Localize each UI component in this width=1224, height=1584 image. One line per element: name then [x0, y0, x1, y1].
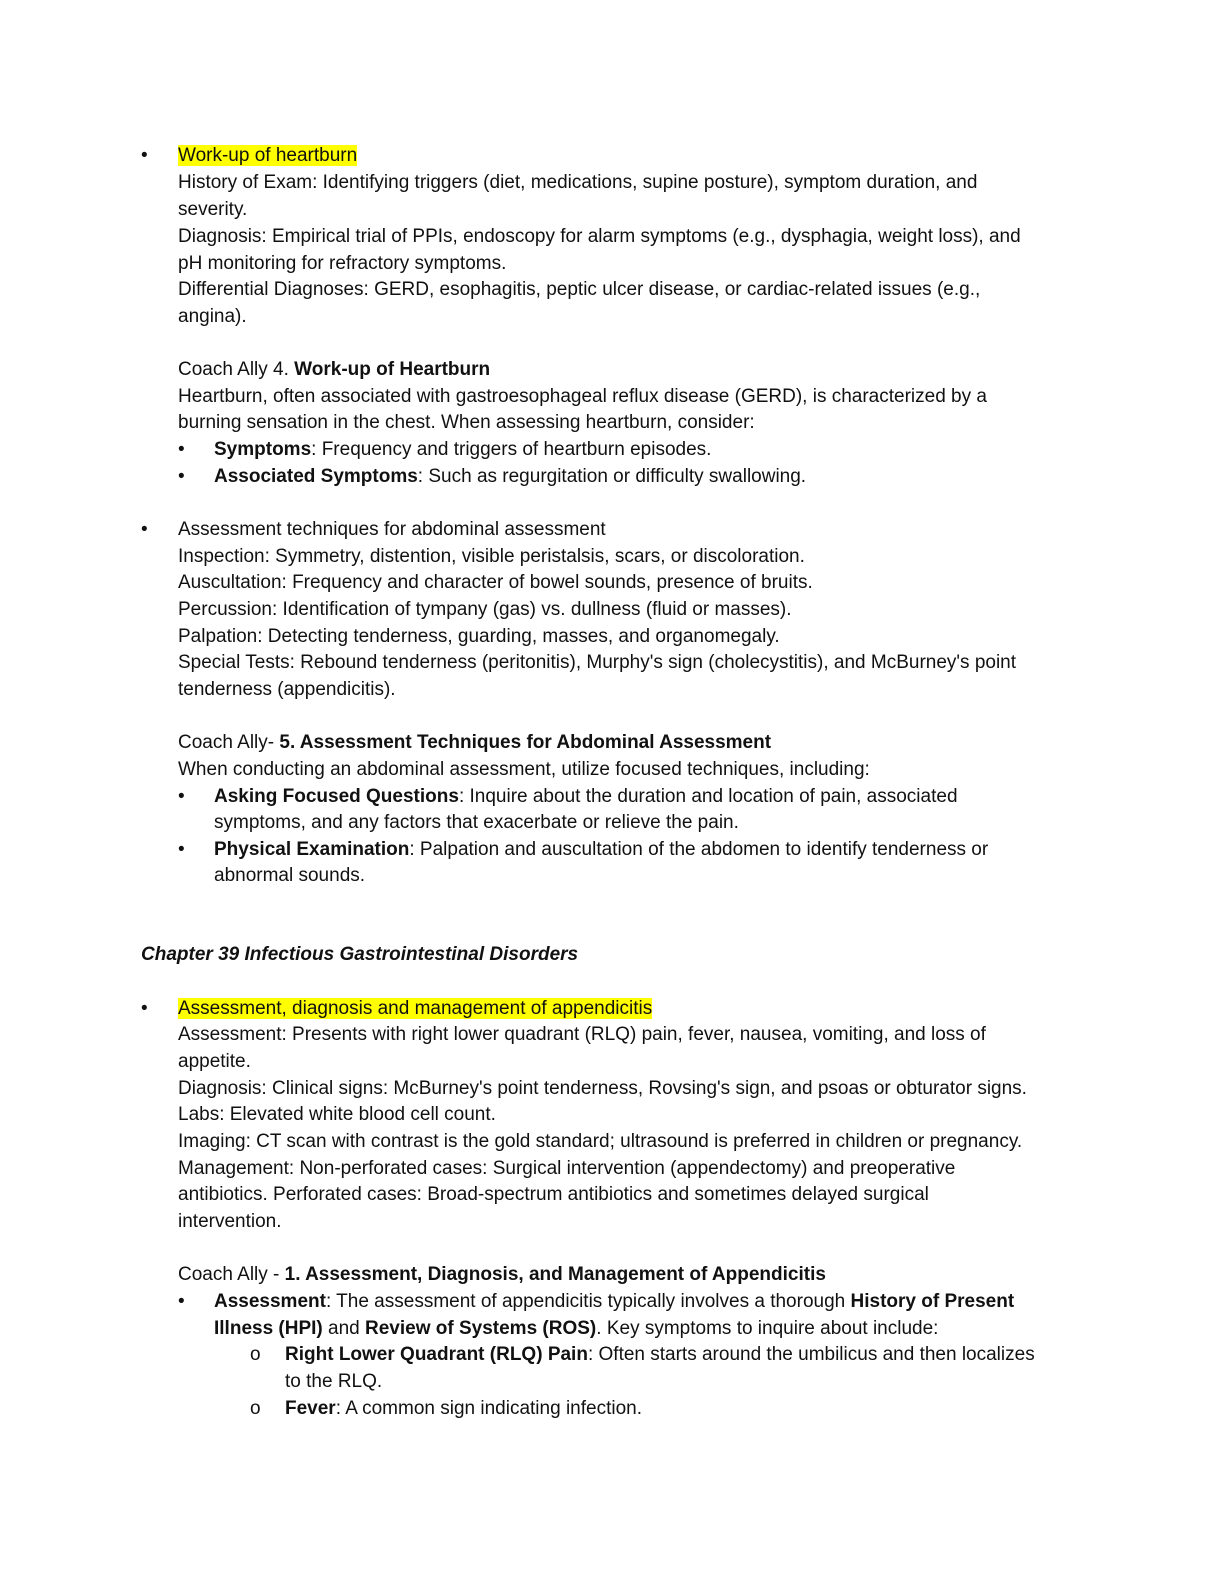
abdominal-palpation: Palpation: Detecting tenderness, guarding, masses, and organomegaly. — [178, 626, 780, 647]
bullet-marker: • — [141, 998, 148, 1019]
abdominal-special-tests-cont: tenderness (appendicitis). — [178, 679, 396, 700]
abdominal-heading: Assessment techniques for abdominal assessment — [178, 519, 606, 540]
coach-prefix: Coach Ally- — [178, 732, 280, 753]
bullet-marker: • — [141, 519, 148, 540]
item-term: Physical Examination — [214, 839, 410, 860]
list-item — [214, 463, 806, 490]
appendicitis-diagnosis: Diagnosis: Clinical signs: McBurney's point tenderness, Rovsing's sign, and psoas or obturator signs. — [178, 1078, 1027, 1099]
heartburn-differential-cont: angina). — [178, 306, 247, 327]
sub-bullet-marker: o — [250, 1344, 261, 1365]
item-text: : Often starts around the umbilicus and then localizes — [587, 1344, 1035, 1365]
heartburn-coach-heading — [178, 356, 490, 383]
appendicitis-labs: Labs: Elevated white blood cell count. — [178, 1104, 496, 1125]
chapter-title — [141, 941, 578, 968]
appendicitis-imaging: Imaging: CT scan with contrast is the gold standard; ultrasound is preferred in children or pregnancy. — [178, 1131, 1023, 1152]
appendicitis-assessment-cont: appetite. — [178, 1051, 251, 1072]
heartburn-coach-paragraph-cont: burning sensation in the chest. When assessing heartburn, consider: — [178, 412, 755, 433]
item-bold: Review of Systems (ROS) — [365, 1318, 597, 1339]
list-item — [214, 783, 958, 810]
appendicitis-coach-heading — [178, 1261, 826, 1288]
highlighted-heading: Work-up of heartburn — [178, 145, 358, 166]
heartburn-coach-paragraph: Heartburn, often associated with gastroesophageal reflux disease (GERD), is characterized by a — [178, 386, 987, 407]
heartburn-differential: Differential Diagnoses: GERD, esophagitis, peptic ulcer disease, or cardiac-related issues (e.g., — [178, 279, 981, 300]
list-item-cont: symptoms, and any factors that exacerbate or relieve the pain. — [214, 812, 739, 833]
item-text: and — [322, 1318, 366, 1339]
bullet-marker: • — [178, 786, 185, 807]
item-text: . Key symptoms to inquire about include: — [596, 1318, 939, 1339]
item-term: Associated Symptoms — [214, 466, 418, 487]
abdominal-coach-heading — [178, 729, 771, 756]
item-text: : A common sign indicating infection. — [335, 1398, 642, 1419]
coach-prefix: Coach Ally - — [178, 1264, 285, 1285]
bullet-marker: • — [178, 839, 185, 860]
abdominal-coach-intro: When conducting an abdominal assessment, utilize focused techniques, including: — [178, 759, 870, 780]
appendicitis-management-cont: antibiotics. Perforated cases: Broad-spectrum antibiotics and sometimes delayed surgical — [178, 1184, 929, 1205]
item-term: Fever — [285, 1398, 336, 1419]
abdominal-inspection: Inspection: Symmetry, distention, visible peristalsis, scars, or discoloration. — [178, 546, 805, 567]
item-text: : Frequency and triggers of heartburn episodes. — [311, 439, 712, 460]
list-item-cont: abnormal sounds. — [214, 865, 366, 886]
heartburn-heading — [178, 142, 357, 169]
appendicitis-heading — [178, 995, 652, 1022]
item-term: Assessment — [214, 1291, 326, 1312]
item-text: : Palpation and auscultation of the abdomen to identify tenderness or — [409, 839, 989, 860]
bullet-marker: • — [141, 145, 148, 166]
item-bold: Illness (HPI) — [214, 1318, 323, 1339]
appendicitis-assessment: Assessment: Presents with right lower quadrant (RLQ) pain, fever, nausea, vomiting, and loss of — [178, 1024, 986, 1045]
bullet-marker: • — [178, 466, 185, 487]
appendicitis-management: Management: Non-perforated cases: Surgical intervention (appendectomy) and preoperative — [178, 1158, 956, 1179]
item-term: Right Lower Quadrant (RLQ) Pain — [285, 1344, 588, 1365]
sub-bullet-marker: o — [250, 1398, 261, 1419]
coach-prefix: Coach Ally 4. — [178, 359, 295, 380]
abdominal-special-tests: Special Tests: Rebound tenderness (peritonitis), Murphy's sign (cholecystitis), and McBurney's point — [178, 652, 1017, 673]
coach-title: Work-up of Heartburn — [294, 359, 491, 380]
chapter-title-text: Chapter 39 Infectious Gastrointestinal Disorders — [141, 944, 579, 965]
bullet-marker: • — [178, 1291, 185, 1312]
list-item-cont — [214, 1315, 938, 1342]
heartburn-history: History of Exam: Identifying triggers (diet, medications, supine posture), symptom duration, and — [178, 172, 978, 193]
heartburn-diagnosis: Diagnosis: Empirical trial of PPIs, endoscopy for alarm symptoms (e.g., dysphagia, weight loss), and — [178, 226, 1021, 247]
item-text: : The assessment of appendicitis typically involves a thorough — [325, 1291, 851, 1312]
item-term: Asking Focused Questions — [214, 786, 459, 807]
heartburn-history-cont: severity. — [178, 199, 248, 220]
abdominal-auscultation: Auscultation: Frequency and character of bowel sounds, presence of bruits. — [178, 572, 813, 593]
bullet-marker: • — [178, 439, 185, 460]
list-item — [214, 836, 988, 863]
highlighted-heading: Assessment, diagnosis and management of appendicitis — [178, 998, 653, 1019]
abdominal-percussion: Percussion: Identification of tympany (gas) vs. dullness (fluid or masses). — [178, 599, 792, 620]
sub-list-item-cont: to the RLQ. — [285, 1371, 383, 1392]
list-item — [214, 1288, 1014, 1315]
item-term: Symptoms — [214, 439, 312, 460]
list-item — [214, 436, 711, 463]
coach-title: 5. Assessment Techniques for Abdominal Assessment — [279, 732, 772, 753]
item-text: : Inquire about the duration and location of pain, associated — [458, 786, 958, 807]
coach-title: 1. Assessment, Diagnosis, and Management of Appendicitis — [284, 1264, 826, 1285]
sub-list-item — [285, 1395, 642, 1422]
appendicitis-management-cont2: intervention. — [178, 1211, 282, 1232]
sub-list-item — [285, 1341, 1035, 1368]
heartburn-diagnosis-cont: pH monitoring for refractory symptoms. — [178, 253, 507, 274]
item-text: : Such as regurgitation or difficulty swallowing. — [417, 466, 807, 487]
item-bold: History of Present — [850, 1291, 1015, 1312]
